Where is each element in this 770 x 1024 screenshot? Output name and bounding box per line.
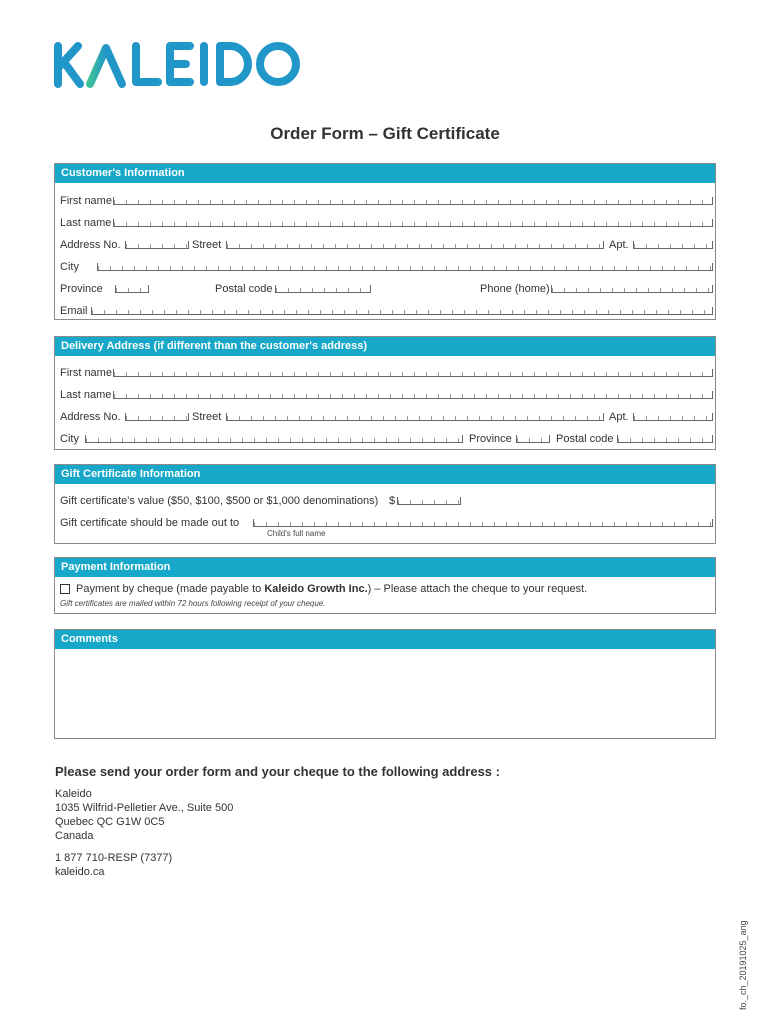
gift-section <box>54 464 716 544</box>
payment-note: Gift certificates are mailed within 72 hours following receipt of your cheque. <box>60 599 326 608</box>
customer-first-name-label: First name <box>60 195 112 207</box>
cheque-payee: Kaleido Growth Inc. <box>264 583 368 595</box>
customer-last-name-field[interactable] <box>113 219 713 227</box>
customer-city-label: City <box>60 261 79 273</box>
customer-phone-field[interactable] <box>551 285 713 293</box>
cheque-prefix: Payment by cheque (made payable to <box>76 583 265 595</box>
customer-first-name-field[interactable] <box>113 197 713 205</box>
payment-section-header: Payment Information <box>55 558 715 577</box>
delivery-street-field[interactable] <box>226 413 604 421</box>
phone-number: 1 877 710-RESP (7377) <box>55 852 173 864</box>
gift-section-header: Gift Certificate Information <box>55 465 715 484</box>
customer-apt-field[interactable] <box>633 241 713 249</box>
gift-made-out-label: Gift certificate should be made out to <box>60 517 240 529</box>
delivery-city-label: City <box>60 433 79 445</box>
delivery-province-label: Province <box>469 433 512 445</box>
cheque-checkbox[interactable] <box>60 584 70 594</box>
delivery-address-no-label: Address No. <box>60 411 121 423</box>
address-line-4: Canada <box>55 830 94 842</box>
payment-section <box>54 557 716 614</box>
customer-section <box>54 163 716 320</box>
delivery-address-no-field[interactable] <box>125 413 189 421</box>
address-line-3: Quebec QC G1W 0C5 <box>55 816 165 828</box>
customer-city-field[interactable] <box>97 263 713 271</box>
delivery-first-name-field[interactable] <box>113 369 713 377</box>
customer-apt-label: Apt. <box>609 239 629 251</box>
customer-street-field[interactable] <box>226 241 604 249</box>
delivery-last-name-label: Last name <box>60 389 112 401</box>
delivery-city-field[interactable] <box>85 435 463 443</box>
customer-street-label: Street <box>192 239 222 251</box>
customer-postal-code-label: Postal code <box>215 283 273 295</box>
delivery-section-header: Delivery Address (if different than the customer's address) <box>55 337 715 356</box>
gift-value-label: Gift certificate's value ($50, $100, $500 or $1,000 denominations) <box>60 495 379 507</box>
gift-currency-symbol: $ <box>389 495 396 507</box>
cheque-payment-label <box>76 583 587 595</box>
delivery-street-label: Street <box>192 411 222 423</box>
comments-section-header: Comments <box>55 630 715 649</box>
kaleido-logo <box>54 40 304 90</box>
delivery-section <box>54 336 716 450</box>
cheque-suffix: ) – Please attach the cheque to your request. <box>367 583 588 595</box>
website[interactable]: kaleido.ca <box>55 866 105 878</box>
comments-section <box>54 629 716 739</box>
customer-postal-code-field[interactable] <box>275 285 371 293</box>
delivery-apt-field[interactable] <box>633 413 713 421</box>
delivery-apt-label: Apt. <box>609 411 629 423</box>
mailing-instructions: Please send your order form and your cheque to the following address : <box>55 764 500 779</box>
gift-recipient-field[interactable] <box>253 519 713 527</box>
form-code: fo._ch_20191025_ang <box>738 920 748 1010</box>
customer-province-field[interactable] <box>115 285 149 293</box>
form-title: Order Form – Gift Certificate <box>270 124 500 143</box>
delivery-last-name-field[interactable] <box>113 391 713 399</box>
customer-email-field[interactable] <box>91 307 713 315</box>
customer-last-name-label: Last name <box>60 217 112 229</box>
gift-value-field[interactable] <box>397 497 461 505</box>
child-full-name-hint: Child's full name <box>267 529 326 538</box>
customer-email-label: Email <box>60 305 88 317</box>
delivery-postal-code-label: Postal code <box>556 433 614 445</box>
customer-phone-label: Phone (home) <box>480 283 550 295</box>
delivery-postal-code-field[interactable] <box>617 435 713 443</box>
customer-address-no-field[interactable] <box>125 241 189 249</box>
delivery-first-name-label: First name <box>60 367 112 379</box>
comments-box[interactable] <box>55 649 715 738</box>
delivery-province-field[interactable] <box>516 435 550 443</box>
customer-section-header: Customer's Information <box>55 164 715 183</box>
customer-province-label: Province <box>60 283 103 295</box>
address-line-2: 1035 Wilfrid-Pelletier Ave., Suite 500 <box>55 802 234 814</box>
customer-address-no-label: Address No. <box>60 239 121 251</box>
address-line-1: Kaleido <box>55 788 92 800</box>
